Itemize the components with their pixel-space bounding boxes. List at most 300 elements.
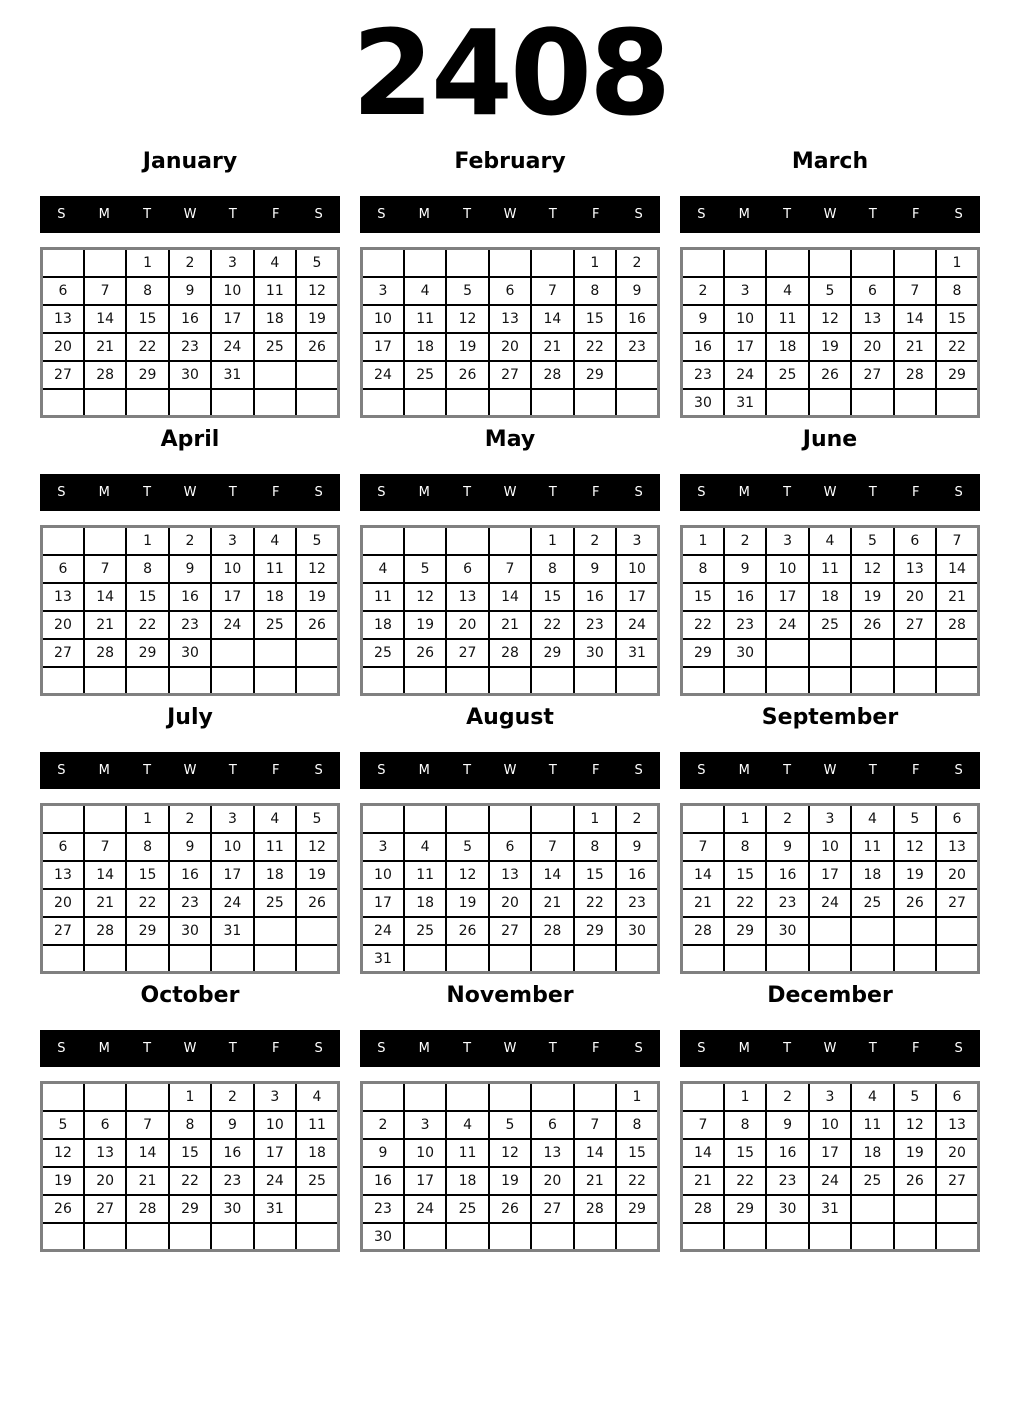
day-cell: 25	[851, 889, 893, 917]
weekday-label: S	[57, 763, 66, 779]
day-cell: 27	[489, 917, 531, 945]
weekday-label: W	[183, 207, 197, 223]
day-cell: 27	[936, 889, 978, 917]
empty-day-cell	[126, 1083, 168, 1111]
day-cell: 2	[169, 805, 211, 833]
week-row	[362, 917, 659, 945]
empty-day-cell	[84, 805, 126, 833]
weekday-label: S	[377, 485, 386, 501]
day-cell: 31	[211, 917, 253, 945]
day-cell: 27	[489, 361, 531, 389]
day-cell: 21	[84, 333, 126, 361]
day-cell: 13	[42, 583, 84, 611]
day-cell: 3	[616, 527, 658, 555]
day-cell: 20	[42, 889, 84, 917]
day-cell: 5	[446, 277, 488, 305]
day-cell: 18	[296, 1139, 338, 1167]
week-row	[42, 639, 339, 667]
empty-day-cell	[766, 667, 808, 695]
day-cell: 20	[489, 333, 531, 361]
empty-day-cell	[84, 667, 126, 695]
weekday-label: W	[503, 1041, 517, 1057]
empty-day-cell	[296, 945, 338, 973]
day-cell: 9	[169, 555, 211, 583]
empty-day-cell	[254, 389, 296, 417]
weekday-label: S	[377, 763, 386, 779]
day-cell: 2	[362, 1111, 404, 1139]
empty-day-cell	[682, 1223, 724, 1251]
day-cell: 26	[446, 361, 488, 389]
day-cell: 13	[894, 555, 936, 583]
day-cell: 12	[894, 833, 936, 861]
weekday-label: T	[228, 1041, 237, 1057]
day-cell: 18	[254, 861, 296, 889]
calendar-table	[40, 525, 340, 696]
day-cell: 18	[446, 1167, 488, 1195]
day-cell: 2	[682, 277, 724, 305]
day-cell: 6	[936, 805, 978, 833]
day-cell: 29	[616, 1195, 658, 1223]
day-cell: 26	[894, 1167, 936, 1195]
week-row	[362, 361, 659, 389]
day-cell: 2	[574, 527, 616, 555]
empty-day-cell	[724, 667, 766, 695]
day-cell: 3	[766, 527, 808, 555]
day-cell: 4	[766, 277, 808, 305]
day-cell: 24	[254, 1167, 296, 1195]
day-cell: 12	[894, 1111, 936, 1139]
day-cell: 25	[851, 1167, 893, 1195]
empty-day-cell	[851, 249, 893, 277]
day-cell: 9	[616, 833, 658, 861]
day-cell: 26	[446, 917, 488, 945]
week-row	[682, 917, 979, 945]
day-cell: 13	[489, 861, 531, 889]
day-cell: 23	[766, 889, 808, 917]
weekday-label: T	[143, 763, 152, 779]
day-cell: 10	[362, 861, 404, 889]
empty-day-cell	[404, 527, 446, 555]
day-cell: 1	[682, 527, 724, 555]
week-row	[682, 667, 979, 695]
month-title: September	[761, 705, 899, 731]
empty-day-cell	[766, 639, 808, 667]
weekday-header	[360, 474, 660, 511]
empty-day-cell	[616, 945, 658, 973]
empty-day-cell	[766, 249, 808, 277]
day-cell: 6	[489, 833, 531, 861]
empty-day-cell	[682, 249, 724, 277]
day-cell: 10	[724, 305, 766, 333]
weekday-label: S	[634, 1041, 643, 1057]
empty-day-cell	[851, 1223, 893, 1251]
day-cell: 8	[531, 555, 573, 583]
calendar-table	[360, 803, 660, 974]
day-cell: 11	[851, 833, 893, 861]
day-cell: 3	[362, 833, 404, 861]
weekday-label: T	[548, 763, 557, 779]
day-cell: 21	[574, 1167, 616, 1195]
day-cell: 14	[84, 861, 126, 889]
day-cell: 14	[531, 305, 573, 333]
day-cell: 16	[682, 333, 724, 361]
day-cell: 27	[531, 1195, 573, 1223]
empty-day-cell	[682, 805, 724, 833]
day-cell: 20	[851, 333, 893, 361]
day-cell: 13	[42, 305, 84, 333]
day-cell: 9	[574, 555, 616, 583]
day-cell: 7	[531, 277, 573, 305]
weekday-label: F	[911, 1041, 920, 1057]
week-row	[682, 805, 979, 833]
weekday-label: F	[591, 1041, 600, 1057]
empty-day-cell	[211, 639, 253, 667]
day-cell: 29	[936, 361, 978, 389]
empty-day-cell	[84, 527, 126, 555]
day-cell: 28	[84, 361, 126, 389]
day-cell: 13	[489, 305, 531, 333]
day-cell: 20	[936, 1139, 978, 1167]
week-row	[42, 361, 339, 389]
day-cell: 7	[489, 555, 531, 583]
day-cell: 24	[362, 361, 404, 389]
day-cell: 14	[682, 861, 724, 889]
weekday-label: S	[697, 207, 706, 223]
day-cell: 2	[616, 249, 658, 277]
day-cell: 10	[211, 833, 253, 861]
day-cell: 17	[362, 333, 404, 361]
weekday-label: W	[823, 485, 837, 501]
day-cell: 23	[766, 1167, 808, 1195]
day-cell: 7	[894, 277, 936, 305]
day-cell: 14	[936, 555, 978, 583]
empty-day-cell	[211, 1223, 253, 1251]
day-cell: 26	[809, 361, 851, 389]
day-cell: 19	[42, 1167, 84, 1195]
day-cell: 20	[894, 583, 936, 611]
day-cell: 29	[126, 361, 168, 389]
empty-day-cell	[531, 805, 573, 833]
month-february	[360, 149, 660, 418]
day-cell: 3	[809, 805, 851, 833]
week-row	[42, 1223, 339, 1251]
day-cell: 21	[894, 333, 936, 361]
day-cell: 3	[211, 249, 253, 277]
day-cell: 29	[682, 639, 724, 667]
weekday-header	[680, 196, 980, 233]
day-cell: 30	[169, 639, 211, 667]
day-cell: 18	[362, 611, 404, 639]
day-cell: 4	[296, 1083, 338, 1111]
empty-day-cell	[42, 1223, 84, 1251]
calendar-table	[360, 525, 660, 696]
week-row	[42, 889, 339, 917]
month-december	[680, 983, 980, 1252]
day-cell: 27	[42, 639, 84, 667]
day-cell: 17	[404, 1167, 446, 1195]
week-row	[362, 667, 659, 695]
weekday-label: T	[868, 1041, 877, 1057]
day-cell: 8	[682, 555, 724, 583]
day-cell: 25	[362, 639, 404, 667]
day-cell: 14	[574, 1139, 616, 1167]
day-cell: 6	[489, 277, 531, 305]
day-cell: 3	[254, 1083, 296, 1111]
week-row	[682, 389, 979, 417]
day-cell: 2	[169, 527, 211, 555]
day-cell: 22	[126, 889, 168, 917]
empty-day-cell	[894, 1223, 936, 1251]
weekday-label: T	[548, 207, 557, 223]
day-cell: 2	[766, 805, 808, 833]
empty-day-cell	[446, 945, 488, 973]
day-cell: 5	[489, 1111, 531, 1139]
empty-day-cell	[574, 667, 616, 695]
day-cell: 10	[362, 305, 404, 333]
weekday-label: T	[228, 207, 237, 223]
empty-day-cell	[446, 805, 488, 833]
day-cell: 24	[809, 1167, 851, 1195]
day-cell: 5	[894, 805, 936, 833]
day-cell: 4	[254, 805, 296, 833]
day-cell: 21	[682, 1167, 724, 1195]
day-cell: 2	[211, 1083, 253, 1111]
empty-day-cell	[362, 389, 404, 417]
weekday-label: S	[377, 207, 386, 223]
day-cell: 28	[682, 1195, 724, 1223]
day-cell: 23	[724, 611, 766, 639]
day-cell: 7	[84, 555, 126, 583]
day-cell: 12	[404, 583, 446, 611]
empty-day-cell	[531, 1223, 573, 1251]
week-row	[362, 389, 659, 417]
week-row	[362, 639, 659, 667]
empty-day-cell	[851, 389, 893, 417]
day-cell: 12	[296, 833, 338, 861]
empty-day-cell	[42, 1083, 84, 1111]
day-cell: 6	[42, 555, 84, 583]
weekday-label: S	[57, 485, 66, 501]
empty-day-cell	[531, 389, 573, 417]
empty-day-cell	[574, 1083, 616, 1111]
weekday-label: F	[911, 207, 920, 223]
day-cell: 16	[766, 1139, 808, 1167]
week-row	[682, 277, 979, 305]
day-cell: 5	[296, 805, 338, 833]
empty-day-cell	[296, 639, 338, 667]
day-cell: 15	[724, 861, 766, 889]
day-cell: 30	[682, 389, 724, 417]
weekday-label: S	[697, 1041, 706, 1057]
weekday-label: M	[418, 207, 430, 223]
weekday-label: W	[503, 485, 517, 501]
day-cell: 4	[404, 833, 446, 861]
day-cell: 17	[211, 305, 253, 333]
empty-day-cell	[936, 945, 978, 973]
month-title: December	[767, 983, 893, 1009]
calendar-table	[40, 1081, 340, 1252]
empty-day-cell	[169, 1223, 211, 1251]
week-row	[682, 611, 979, 639]
day-cell: 15	[936, 305, 978, 333]
day-cell: 2	[169, 249, 211, 277]
day-cell: 15	[126, 305, 168, 333]
day-cell: 7	[936, 527, 978, 555]
day-cell: 14	[84, 305, 126, 333]
empty-day-cell	[362, 527, 404, 555]
weekday-label: T	[868, 485, 877, 501]
day-cell: 26	[489, 1195, 531, 1223]
empty-day-cell	[254, 639, 296, 667]
calendar-table	[40, 803, 340, 974]
day-cell: 9	[766, 1111, 808, 1139]
day-cell: 13	[84, 1139, 126, 1167]
day-cell: 21	[936, 583, 978, 611]
empty-day-cell	[616, 389, 658, 417]
empty-day-cell	[766, 389, 808, 417]
day-cell: 6	[936, 1083, 978, 1111]
weekday-label: S	[634, 763, 643, 779]
empty-day-cell	[682, 945, 724, 973]
week-row	[682, 305, 979, 333]
day-cell: 25	[766, 361, 808, 389]
day-cell: 2	[766, 1083, 808, 1111]
day-cell: 26	[894, 889, 936, 917]
month-june	[680, 427, 980, 696]
weekday-label: T	[463, 763, 472, 779]
day-cell: 2	[724, 527, 766, 555]
month-october	[40, 983, 340, 1252]
day-cell: 4	[809, 527, 851, 555]
weekday-label: T	[463, 207, 472, 223]
empty-day-cell	[296, 1195, 338, 1223]
week-row	[42, 1167, 339, 1195]
day-cell: 5	[42, 1111, 84, 1139]
day-cell: 4	[851, 805, 893, 833]
empty-day-cell	[936, 667, 978, 695]
day-cell: 15	[616, 1139, 658, 1167]
weekday-header	[360, 196, 660, 233]
empty-day-cell	[531, 667, 573, 695]
weekday-label: T	[783, 763, 792, 779]
empty-day-cell	[296, 389, 338, 417]
day-cell: 9	[169, 277, 211, 305]
day-cell: 26	[404, 639, 446, 667]
day-cell: 6	[894, 527, 936, 555]
day-cell: 4	[254, 527, 296, 555]
day-cell: 29	[574, 361, 616, 389]
day-cell: 13	[531, 1139, 573, 1167]
day-cell: 25	[404, 361, 446, 389]
day-cell: 12	[446, 861, 488, 889]
weekday-label: S	[954, 485, 963, 501]
empty-day-cell	[851, 917, 893, 945]
weekday-label: S	[697, 485, 706, 501]
week-row	[362, 861, 659, 889]
day-cell: 28	[531, 917, 573, 945]
empty-day-cell	[851, 1195, 893, 1223]
empty-day-cell	[809, 667, 851, 695]
day-cell: 11	[851, 1111, 893, 1139]
day-cell: 7	[682, 1111, 724, 1139]
empty-day-cell	[894, 389, 936, 417]
weekday-label: W	[503, 207, 517, 223]
day-cell: 30	[169, 361, 211, 389]
day-cell: 19	[404, 611, 446, 639]
weekday-label: T	[143, 207, 152, 223]
empty-day-cell	[84, 1223, 126, 1251]
day-cell: 7	[531, 833, 573, 861]
day-cell: 15	[126, 861, 168, 889]
empty-day-cell	[84, 1083, 126, 1111]
day-cell: 9	[362, 1139, 404, 1167]
month-september	[680, 705, 980, 974]
month-january	[40, 149, 340, 418]
week-row	[42, 249, 339, 277]
day-cell: 15	[126, 583, 168, 611]
empty-day-cell	[936, 639, 978, 667]
day-cell: 27	[446, 639, 488, 667]
day-cell: 22	[724, 1167, 766, 1195]
weekday-header	[40, 752, 340, 789]
month-title: June	[802, 427, 858, 453]
day-cell: 30	[766, 1195, 808, 1223]
day-cell: 16	[574, 583, 616, 611]
day-cell: 23	[169, 889, 211, 917]
day-cell: 31	[809, 1195, 851, 1223]
empty-day-cell	[489, 945, 531, 973]
weekday-label: T	[868, 763, 877, 779]
day-cell: 4	[851, 1083, 893, 1111]
day-cell: 2	[616, 805, 658, 833]
weekday-label: F	[911, 485, 920, 501]
weekday-label: S	[634, 485, 643, 501]
empty-day-cell	[894, 667, 936, 695]
day-cell: 30	[616, 917, 658, 945]
week-row	[42, 389, 339, 417]
day-cell: 15	[169, 1139, 211, 1167]
day-cell: 3	[404, 1111, 446, 1139]
day-cell: 19	[489, 1167, 531, 1195]
week-row	[42, 305, 339, 333]
empty-day-cell	[574, 389, 616, 417]
day-cell: 12	[296, 277, 338, 305]
week-row	[682, 1167, 979, 1195]
day-cell: 27	[84, 1195, 126, 1223]
day-cell: 5	[894, 1083, 936, 1111]
day-cell: 31	[724, 389, 766, 417]
day-cell: 10	[404, 1139, 446, 1167]
week-row	[362, 555, 659, 583]
calendar-table	[680, 803, 980, 974]
day-cell: 26	[296, 889, 338, 917]
week-row	[682, 1223, 979, 1251]
weekday-label: W	[823, 207, 837, 223]
day-cell: 26	[296, 611, 338, 639]
week-row	[682, 1083, 979, 1111]
day-cell: 12	[446, 305, 488, 333]
weekday-label: S	[954, 207, 963, 223]
day-cell: 26	[296, 333, 338, 361]
day-cell: 11	[766, 305, 808, 333]
weekday-label: F	[591, 763, 600, 779]
day-cell: 24	[809, 889, 851, 917]
week-row	[42, 667, 339, 695]
empty-day-cell	[254, 917, 296, 945]
month-april	[40, 427, 340, 696]
day-cell: 4	[254, 249, 296, 277]
week-row	[42, 1195, 339, 1223]
